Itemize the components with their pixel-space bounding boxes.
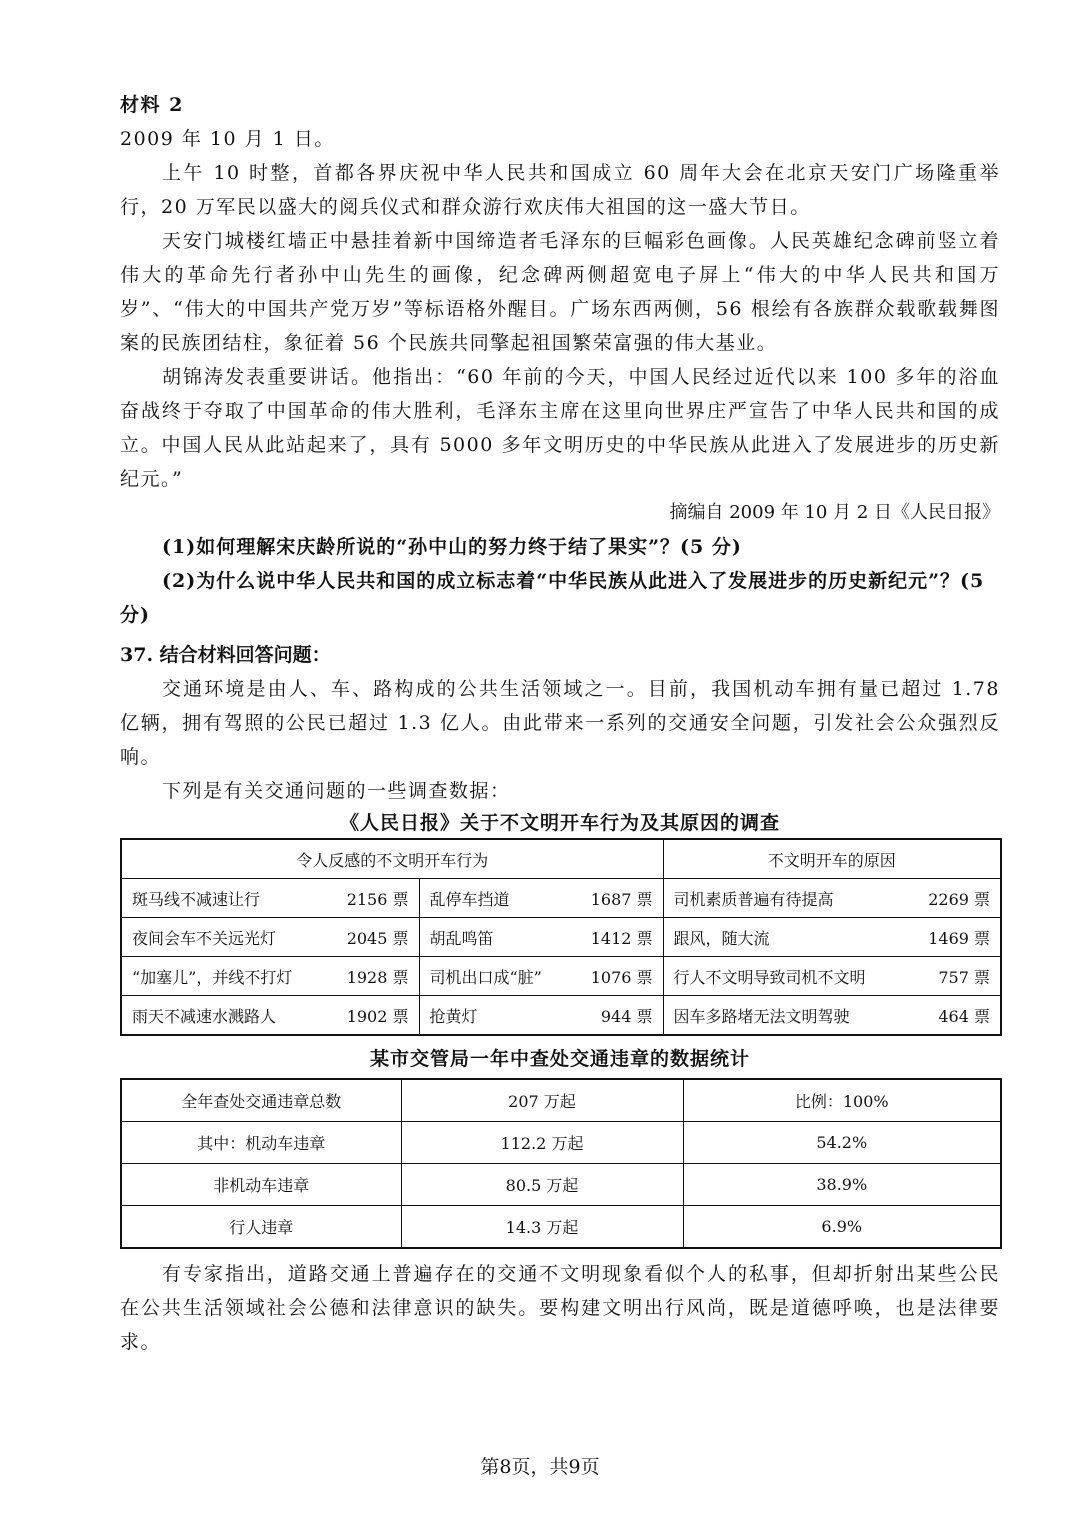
table-cell-label: 乱停车挡道	[429, 889, 510, 909]
table-row	[121, 1079, 1001, 1122]
table-cell: 14.3 万起	[401, 1206, 683, 1249]
page-content	[120, 88, 1000, 1359]
table-row	[121, 996, 1001, 1036]
table-cell-label: 司机素质普遍有待提高	[673, 889, 834, 909]
table-cell: 6.9%	[683, 1206, 1001, 1249]
table-cell-value: 2156 票	[346, 889, 409, 909]
table-1-caption: 《人民日报》关于不文明开车行为及其原因的调查	[339, 812, 780, 834]
table-row	[121, 1164, 1001, 1206]
table-header: 令人反感的不文明开车行为	[121, 839, 663, 879]
table-cell-value: 1469 票	[928, 928, 991, 948]
table-cell-label: 跟风，随大流	[673, 928, 770, 948]
question-37-intro: 下列是有关交通问题的一些调查数据：	[162, 780, 511, 802]
table-cell-label: 夜间会车不关远光灯	[132, 928, 277, 948]
table-cell-label: 司机出口成“脏”	[429, 967, 542, 987]
table-cell-label: “加塞儿”，并线不打灯	[132, 967, 293, 987]
table-2-caption: 某市交管局一年中查处交通违章的数据统计	[369, 1048, 750, 1070]
material-paragraph: 天安门城楼红墙正中悬挂着新中国缔造者毛泽东的巨幅彩色画像。人民英雄纪念碑前竖立着伟大的革命先行者孙中山先生的画像，纪念碑两侧超宽电子屏上“伟大的中华人民共和国万岁”、“伟大的中国共产党万岁”等标语格外醒目。广场东西两侧，56 根绘有各族群众载歌载舞图案的民族团结柱，象征着 56 个民族共同擎起祖国繁荣富强的伟大基业。	[120, 230, 1000, 354]
table-cell-label: 胡乱鸣笛	[429, 928, 494, 948]
question-1: (1)如何理解宋庆龄所说的“孙中山的努力终于结了果实”？(5 分)	[162, 536, 742, 558]
table-row	[121, 1122, 1001, 1164]
table-cell-label: 因车多路堵无法文明驾驶	[673, 1006, 850, 1026]
survey-table	[120, 838, 1002, 1036]
table-cell-value: 944 票	[600, 1006, 653, 1026]
table-cell-value: 1687 票	[590, 889, 653, 909]
table-cell: 行人违章	[121, 1206, 401, 1249]
table-cell: 112.2 万起	[401, 1122, 683, 1164]
table-cell-label: 雨天不减速水溅路人	[132, 1006, 277, 1026]
material-date: 2009 年 10 月 1 日。	[120, 128, 335, 150]
table-cell: 全年查处交通违章总数	[121, 1079, 401, 1122]
closing-paragraph: 有专家指出，道路交通上普遍存在的交通不文明现象看似个人的私事，但却折射出某些公民在公共生活领域社会公德和法律意识的缺失。要构建文明出行风尚，既是道德呼唤，也是法律要求。	[120, 1263, 1000, 1353]
question-37-heading: 37. 结合材料回答问题：	[120, 644, 331, 666]
table-cell: 其中：机动车违章	[121, 1122, 401, 1164]
table-cell-value: 757 票	[938, 967, 991, 987]
question-37-paragraph: 交通环境是由人、车、路构成的公共生活领域之一。目前，我国机动车拥有量已超过 1.78 亿辆，拥有驾照的公民已超过 1.3 亿人。由此带来一系列的交通安全问题，引发社会公众强烈反响。	[120, 678, 1000, 768]
table-row	[121, 918, 1001, 957]
material-paragraph: 上午 10 时整，首都各界庆祝中华人民共和国成立 60 周年大会在北京天安门广场隆重举行，20 万军民以盛大的阅兵仪式和群众游行欢庆伟大祖国的这一盛大节日。	[120, 162, 1000, 218]
table-cell-value: 464 票	[938, 1006, 991, 1026]
table-cell: 38.9%	[683, 1164, 1001, 1206]
table-cell-label: 斑马线不减速让行	[132, 889, 261, 909]
page-footer: 第8页，共9页	[480, 1456, 600, 1478]
table-header: 不文明开车的原因	[663, 839, 1001, 879]
material-paragraph: 胡锦涛发表重要讲话。他指出：“60 年前的今天，中国人民经过近代以来 100 多年的浴血奋战终于夺取了中国革命的伟大胜利，毛泽东主席在这里向世界庄严宣告了中华人民共和国的成立。中国人民从此站起来了，具有 5000 多年文明历史的中华民族从此进入了发展进步的历史新纪元。”	[120, 366, 1000, 490]
table-cell-value: 2269 票	[928, 889, 991, 909]
table-cell-label: 抢黄灯	[429, 1006, 478, 1026]
table-cell-value: 2045 票	[346, 928, 409, 948]
table-row	[121, 1206, 1001, 1249]
table-cell: 80.5 万起	[401, 1164, 683, 1206]
material-heading: 材料 2	[120, 94, 184, 116]
table-cell: 207 万起	[401, 1079, 683, 1122]
table-cell-value: 1412 票	[590, 928, 653, 948]
table-cell: 54.2%	[683, 1122, 1001, 1164]
table-row	[121, 957, 1001, 996]
table-cell-value: 1902 票	[346, 1006, 409, 1026]
table-cell: 非机动车违章	[121, 1164, 401, 1206]
table-cell: 比例：100%	[683, 1079, 1001, 1122]
question-2: (2)为什么说中华人民共和国的成立标志着“中华民族从此进入了发展进步的历史新纪元”？(5 分)	[120, 570, 985, 626]
table-cell-value: 1076 票	[590, 967, 653, 987]
table-cell-value: 1928 票	[346, 967, 409, 987]
violation-table	[120, 1078, 1002, 1249]
table-row	[121, 879, 1001, 918]
material-source: 摘编自 2009 年 10 月 2 日《人民日报》	[669, 502, 1000, 523]
table-cell-label: 行人不文明导致司机不文明	[673, 967, 866, 987]
